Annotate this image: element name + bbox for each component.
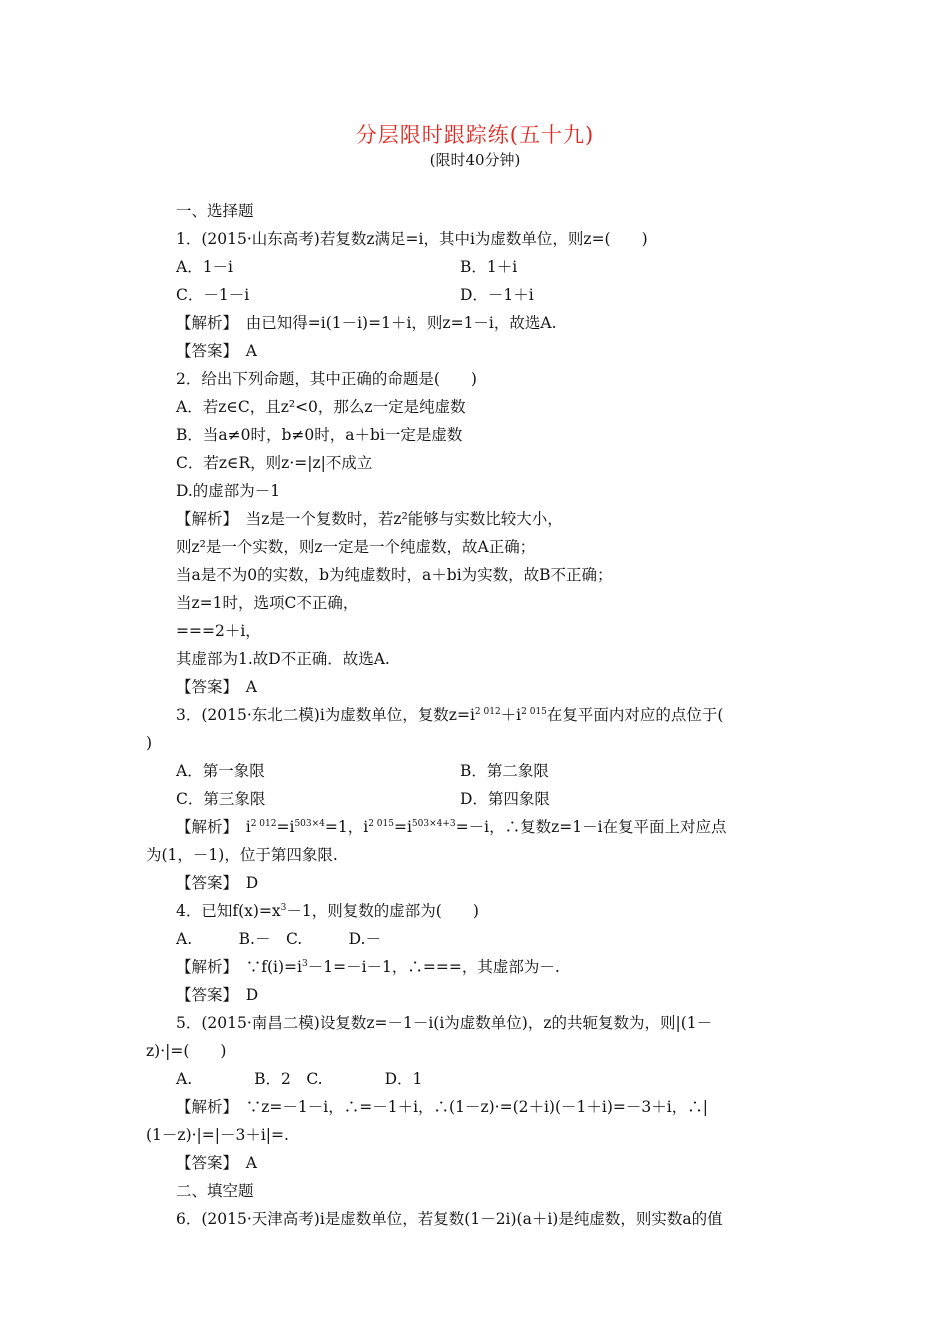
q5-solution-line-1: 【解析】 ∵z=－1－i，∴=－1＋i，∴(1－z)·=(2＋i)(－1＋i)=－3＋i，∴| (176, 1098, 708, 1116)
q5-options: A. B．2 C. D．1 (176, 1070, 423, 1088)
q2-option-d: D.的虚部为－1 (176, 482, 281, 500)
q3-solution-line-1: 【解析】 $i^{2 012}=i^{503\times 4}=1$，$i^{2 015}=i^{503\times 4+3}=-i$，∴复数z=1－i在复平面上对应点 (176, 818, 727, 836)
q1-option-c: C．－1－i (176, 286, 250, 304)
q1-option-a: A．1－i (176, 258, 234, 276)
question-3: 3．(2015·东北二模)i为虚数单位，复数$z=i^{2 012}+i^{2 015}$在复平面内对应的点位于( (176, 706, 724, 724)
page-title: 分层限时跟踪练(五十九) (355, 123, 595, 147)
q2-solution-line-4: 当z=1时，选项C不正确， (176, 594, 359, 612)
q3-option-c: C．第三象限 (176, 790, 266, 808)
section-heading-fill-in: 二、填空题 (176, 1182, 254, 1200)
question-6: 6．(2015·天津高考)i是虚数单位，若复数(1－2i)(a＋i)是纯虚数，则实数a的值 (176, 1210, 723, 1228)
question-5-continuation: z)·|=( ) (146, 1042, 227, 1060)
q2-solution-line-5: ===2＋i， (176, 622, 261, 640)
section-heading-choice: 一、选择题 (176, 202, 254, 220)
q1-solution: 【解析】 由已知得=i(1－i)=1＋i，则z=1－i，故选A. (176, 314, 557, 332)
q4-answer: 【答案】 D (176, 986, 259, 1004)
question-1: 1．(2015·山东高考)若复数z满足=i，其中i为虚数单位，则z=( ) (176, 230, 648, 248)
q2-option-c: C．若z∈R，则z·=|z|不成立 (176, 454, 373, 472)
q2-solution-line-1: 【解析】 当z是一个复数时，若z²能够与实数比较大小， (176, 510, 563, 528)
q2-solution-line-2: 则z²是一个实数，则z一定是一个纯虚数，故A正确； (176, 538, 536, 556)
question-4: 4．已知$f(x)=x^3-1$，则复数的虚部为( ) (176, 902, 479, 920)
q3-option-b: B．第二象限 (460, 762, 549, 780)
q5-solution-line-2: (1－z)·|=|－3＋i|=. (146, 1126, 289, 1144)
q2-option-a: A．若z∈C，且z²<0，那么z一定是纯虚数 (176, 398, 466, 416)
q1-answer: 【答案】 A (176, 342, 257, 360)
page-subtitle: (限时40分钟) (429, 151, 521, 169)
q1-option-d: D．－1＋i (460, 286, 534, 304)
q1-option-b: B．1＋i (460, 258, 518, 276)
q4-options: A. B.－ C. D.－ (176, 930, 381, 948)
q5-answer: 【答案】 A (176, 1154, 257, 1172)
q2-answer: 【答案】 A (176, 678, 257, 696)
q3-option-d: D．第四象限 (460, 790, 550, 808)
q3-option-a: A．第一象限 (176, 762, 265, 780)
q4-solution: 【解析】 $\because f(i)=i^3-1=-i-1$，∴===，其虚部为－. (176, 958, 560, 976)
question-2: 2．给出下列命题，其中正确的命题是( ) (176, 370, 477, 388)
q3-solution-line-2: 为(1，－1)，位于第四象限. (146, 846, 338, 864)
question-5: 5．(2015·南昌二模)设复数z=－1－i(i为虚数单位)，z的共轭复数为，则|(1－ (176, 1014, 713, 1032)
q3-answer: 【答案】 D (176, 874, 259, 892)
question-3-continuation: ) (146, 734, 153, 752)
q2-solution-line-6: 其虚部为1.故D不正确．故选A. (176, 650, 390, 668)
q2-solution-line-3: 当a是不为0的实数，b为纯虚数时，a＋bi为实数，故B不正确； (176, 566, 613, 584)
q2-option-b: B．当a≠0时，b≠0时，a＋bi一定是虚数 (176, 426, 463, 444)
